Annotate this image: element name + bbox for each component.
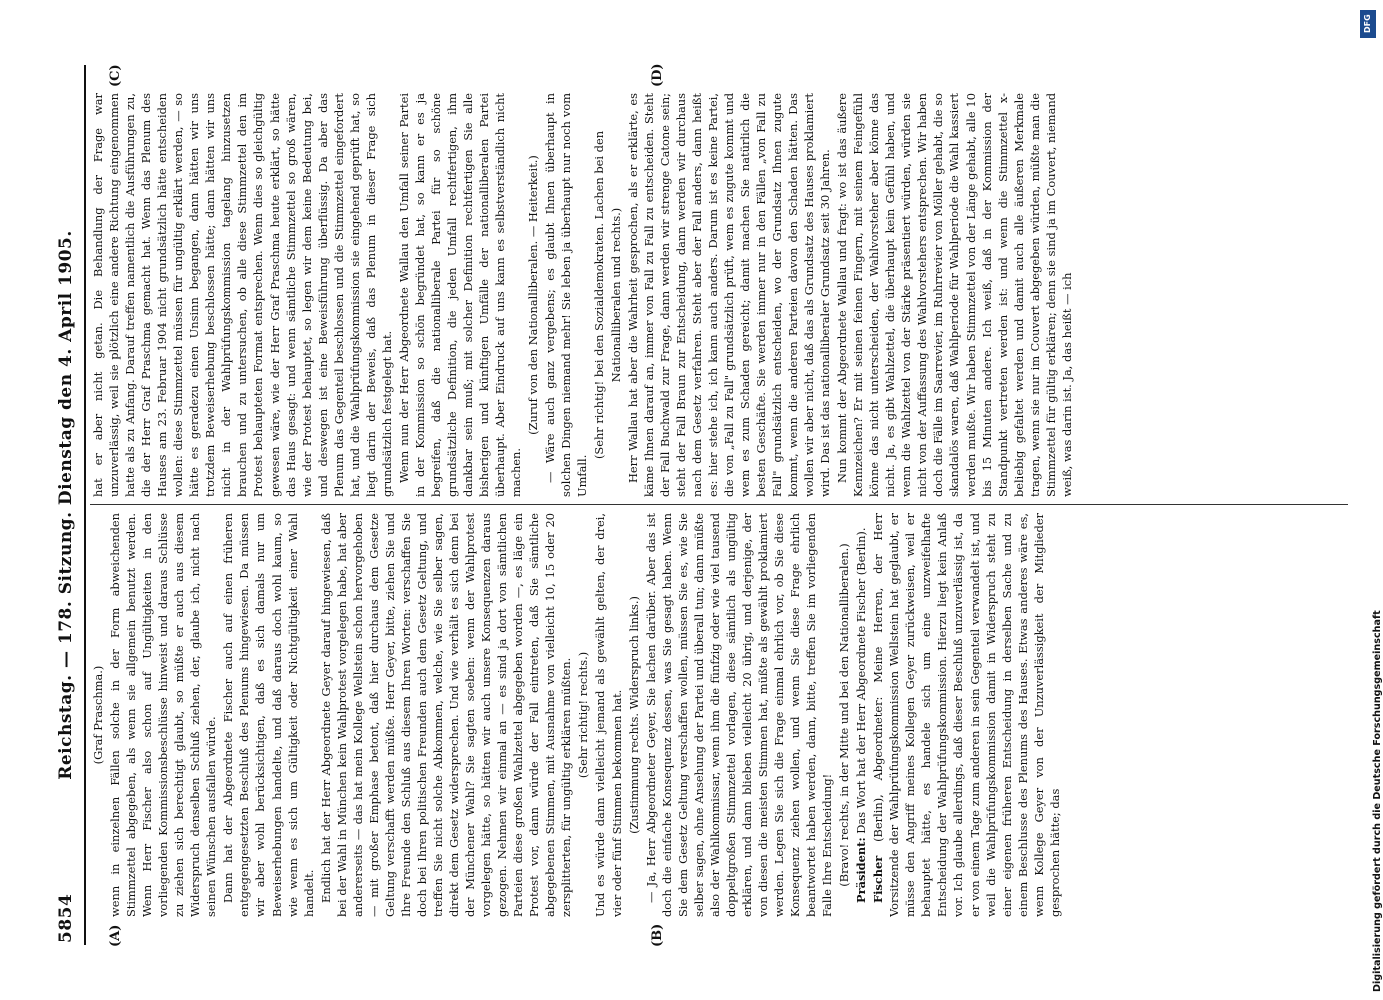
president-paragraph	[853, 513, 869, 917]
left-column	[90, 513, 1348, 917]
paragraph: Und es würde dann vielleicht jemand als gewählt gelten, der drei, vier oder fünf Stimmen bekommen hat.	[593, 513, 624, 917]
paragraph: Nun kommt der Abgeordnete Wallau und fragt: wo ist das äußere Kennzeichen? Er mit seinen feinen Fingern, mit seinem Feingefühl könne das nicht unterscheiden, der Wahlvorsteher aber könne das nicht. Ja, es gibt Wahlzettel, die überhaupt kein Gefühl haben, und wenn die Wahlzettel von der Stärke präsentiert würden, würden sie nicht von der Auffassung des Wahlvorstehers entsprechen. Wir haben doch die Fälle im Saarrevier, im Ruhrrevier von Möller gehabt, die so skandalös waren, daß Wahlperiode für Wahlperiode die Wahl kassiert werden mußte. Wir haben Stimmzettel von der Länge gehabt, alle 10 bis 15 Minuten andere. Ich weiß, daß in der Kommission der Standpunkt vertreten werden ist: und wenn die Stimmzettel x-beliebig gefaltet werden und damit auch alle äußeren Merkmale tragen, wenn sie nur im Couvert abgegeben würden, müßte man die Stimmzettel für gültig erklären; denn sie sind ja im Couvert, niemand weiß, was darin ist. Ja, das heißt — ich	[835, 93, 1074, 497]
margin-letter-a: (A)	[108, 924, 123, 947]
column-divider	[90, 504, 1348, 505]
interjection: (Sehr richtig! rechts.)	[576, 651, 591, 779]
paragraph: Wenn nun der Herr Abgeordnete Wallau den Umfall seiner Partei in der Kommission so schön begründet hat, so kann er es ja begreifen, daß die nationalliberale Partei für so schöne grundsätzliche Definition, die jeden Umfall rechtfertigen, ihm dankbar sein muß; mit solcher Definition rechtfertigen Sie alle bisherigen und künftigen Umfälle der nationalliberalen Partei überhaupt. Aber Eindruck auf uns kann es selbstverständlich nicht machen.	[396, 93, 524, 497]
right-column	[90, 93, 1348, 497]
paragraph: Dann hat der Abgeordnete Fischer auch auf einen früheren entgegengesetzten Beschluß des Plenums hingewiesen. Da müssen wir aber wohl berücksichtigen, daß es sich damals nur um Beweiserhebungen handelte, und daß daraus doch wohl kaum, so wie wenn es sich um Gültigkeit oder Nichtgültigkeit einer Wahl handelt.	[221, 513, 316, 917]
margin-letter-c: (C)	[108, 64, 123, 87]
interjection: (Zuruf von den Nationalliberalen. — Heiterkeit.)	[526, 155, 541, 435]
speaker-label: Fischer	[871, 855, 886, 903]
speaker-text: (Berlin), Abgeordneter: Meine Herren, der Herr Vorsitzende der Wahlprüfungskommission Wellstein hat geglaubt, er müsse den Angriff meines Kollegen Geyer zurückweisen, weil er behauptet hätte, es handele sich um eine unzweifelhafte Entscheidung der Wahlprüfungskommission. Hierzu liegt kein Anlaß vor. Ich glaube allerdings, daß dieser Beschluß unzuverlässig ist, da er von einem Tage zum anderen in sein Gegenteil verwandelt ist, und weil die Wahlprüfungskommission damit in Widerspruch steht zu einer eigenen früheren Entscheidung in derselben Sache und zu einem Beschlusse des Plenums des Hauses. Etwas anderes wäre es, wenn Kollege Geyer von der Unzuverlässigkeit der Mitglieder gesprochen hätte; das	[871, 513, 1062, 917]
paragraph: wenn in einzelnen Fällen solche in der Form abweichenden Stimmzettel abgegeben, als wenn sie allgemein benutzt werden. Wenn Herr Fischer also schon auf Ungültigkeiten in den vorliegenden Kommissionsbeschlüsse hinweist und daraus Schlüsse zu ziehen sich berechtigt glaubt, so müßte er auch aus diesem Widerspruch denselben Schluß ziehen, der, glaube ich, nicht nach seinen Wünschen ausfallen würde.	[108, 513, 219, 917]
speaker-note: (Graf Praschma.)	[91, 665, 105, 765]
president-label: Präsident:	[854, 837, 869, 903]
paragraph: Endlich hat der Herr Abgeordnete Geyer darauf hingewiesen, daß bei der Wahl in München kein Wahlprotest vorgelegen habe, hat aber andererseits — das hat mein Kollege Wellstein schon hervorgehoben — mit großer Emphase betont, daß hier durchaus dem Gesetze Geltung verschafft werden müßte. Herr Geyer, bitte, ziehen Sie und Ihre Freunde den Schluß aus diesem Ihren Worten: verschaffen Sie doch bei Ihren politischen Freunden auch dem Gesetz Geltung, und treffen Sie nicht solche Abkommen, welche, wie Sie selber sagen, direkt dem Gesetz widersprechen. Und wie verhält es sich denn bei der Münchener Wahl? Sie sagten soeben: wenn der Wahlprotest vorgelegen hätte, so hätten wir auch unsere Konsequenzen daraus gezogen. Nehmen wir einmal an — es sind ja dort von sämtlichen Parteien diese großen Wahlzettel abgegeben worden —, es läge ein Protest vor, dann würde der Fall eintreten, daß Sie sämtliche abgegebenen Stimmen, mit Ausnahme von vielleicht 10, 15 oder 20 zersplitterten, für ungültig erklären müßten.	[318, 513, 574, 917]
interjection: (Bravo! rechts, in der Mitte und bei den Nationalliberalen.)	[837, 543, 852, 887]
paragraph: Herr Wallau hat aber die Wahrheit gesprochen, als er erklärte, es käme Ihnen darauf an, immer von Fall zu Fall zu entscheiden. Steht der Fall Buchwald zur Frage, dann werden wir strenge Catone sein; steht der Fall Braun zur Entscheidung, dann werden wir durchaus nach dem Gesetz verfahren. Steht aber der Fall anders, dann heißt es: hier stehe ich, ich kann auch anders. Darum ist es keine Partei, die von „Fall zu Fall" grundsätzlich prüft, wem es zugute kommt und wem es zum Schaden gereicht; damit machen Sie natürlich die besten Geschäfte. Sie werden immer nur in den Fällen „von Fall zu Fall" grundsätzlich entscheiden, wo der Grundsatz Ihnen zugute kommt, wenn die anderen Parteien davon den Schaden hätten. Das wollen wir aber nicht, daß das als Grundsatz des Hauses proklamiert wird. Das ist das nationalliberaler Grundsatz seit 30 Jahren.	[625, 93, 833, 497]
president-text: Das Wort hat der Herr Abgeordnete Fischer (Berlin).	[854, 527, 869, 834]
page-header	[50, 65, 84, 945]
paragraph: hat er aber nicht getan. Die Behandlung der Frage war unzuverlässig, weil sie plötzlich eine andere Richtung eingenommen hatte als zu Anfang. Darauf treffen namentlich die Ausführungen zu, die der Herr Graf Praschma gemacht hat. Wenn das Plenum des Hauses am 23. Februar 1904 nicht grundsätzlich hätte entscheiden wollen: diese Stimmzettel müssen für ungültig erklärt werden, — so hätte es geradezu einen Unsinn begangen, dann hätten wir uns trotzdem Beweiserhebung beschlossen hätte; dann hätten wir uns nicht in der Wahlprüfungskommission tagelang hinzusetzen brauchen und zu untersuchen, ob alle diese Stimmzettel den im Protest behaupteten Format entsprechen. Wenn dies so gleichgültig gewesen wäre, wie der Herr Graf Praschma heute erklärt, so hätte das Haus gesagt: und wenn sämtliche Stimmzettel so groß wären, wie der Protest behauptet, so legen wir dem keine Bedeutung bei, und deswegen ist eine Beweisführung überflüssig. Da aber das Plenum das Gegenteil beschlossen und die Stimmzettel eingefordert hat, und die Wahlprüfungskommission sie eingehend geprüft hat, so liegt darin der Beweis, daß das Plenum in dieser Frage sich grundsätzlich festgelegt hat.	[91, 93, 394, 497]
speaker-paragraph	[870, 513, 1063, 917]
interjection: (Sehr richtig! bei den Sozialdemokraten. Lachen bei den Nationalliberalen und rechts.)	[592, 130, 623, 460]
page-number: 5854	[56, 893, 76, 943]
rotated-page-content	[50, 65, 1350, 945]
paragraph: — Wäre auch ganz vergebens; es glaubt Ihnen überhaupt in solchen Dingen niemand mehr! Sie leben ja überhaupt nur noch vom Umfall.	[543, 93, 590, 497]
dfg-logo-icon: DFG	[1360, 10, 1376, 38]
margin-letter-d: (D)	[650, 63, 665, 87]
running-title: Reichstag. — 178. Sitzung. Dienstag den 4. April 1905.	[56, 230, 76, 780]
interjection: (Zustimmung rechts. Widerspruch links.)	[626, 596, 641, 834]
header-rule	[84, 65, 86, 945]
digitization-credit: Digitalisierung gefördert durch die Deutsche Forschungsgemeinschaft	[1372, 610, 1383, 992]
margin-letter-b: (B)	[650, 923, 665, 947]
paragraph: — Ja, Herr Abgeordneter Geyer, Sie lachen darüber. Aber das ist doch die einfache Konsequenz dessen, was Sie gesagt haben. Wenn Sie dem Gesetz Geltung verschaffen wollen, müssen Sie es, wie Sie selber sagen, ohne Ansehung der Partei und überall tun; dann müßte also der Wahlkommissar, wenn ihm die fünfzig oder wie viel tausend doppeltgroßen Stimmzettel vorlagen, diese sämtlich als ungültig erklären, und dann blieben vielleicht 20 übrig, und derjenige, der von diesen die meisten Stimmen hat, müßte als gewählt proklamiert werden. Legen Sie sich die Frage einmal ehrlich vor, ob Sie diese Konsequenz ziehen wollen, und wenn Sie diese Frage ehrlich beantwortet haben werden, dann, bitte, treffen Sie im vorliegenden Falle Ihre Entscheidung!	[643, 513, 835, 917]
